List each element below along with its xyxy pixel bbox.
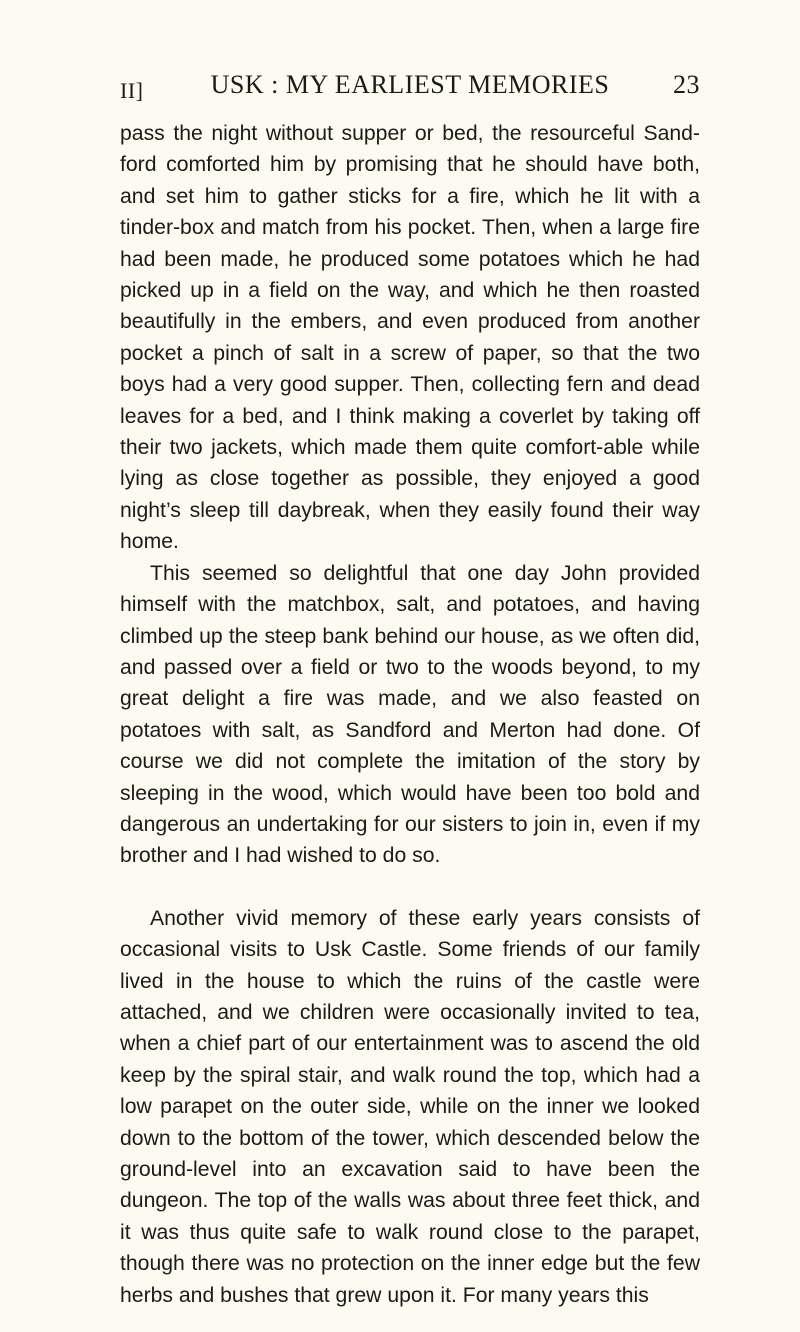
- body-text: [120, 118, 700, 1311]
- chapter-number: II]: [120, 78, 144, 103]
- paragraph-continued: pass the night without supper or bed, the resourceful Sand-ford comforted him by promising that he should have both, and set him to gather sticks for a fire, which he lit with a tinder-box and match from his pocket. Then, when a large fire had been made, he produced some potatoes which he had picked up in a field on the way, and which he then roasted beautifully in the embers, and even produced from another pocket a pinch of salt in a screw of paper, so that the two boys had a very good supper. Then, collecting fern and dead leaves for a bed, and I think making a coverlet by taking off their two jackets, which made them quite comfort-able while lying as close together as possible, they enjoyed a good night’s sleep till daybreak, when they easily found their way home.: [120, 122, 700, 554]
- running-title: USK : MY EARLIEST MEMORIES: [210, 70, 610, 99]
- paragraph-usk-castle: Another vivid memory of these early years consists of occasional visits to Usk Castle. Some friends of our family lived in the house to which the ruins of the castle were attached, and we children were occasionally invited to tea, when a chief part of our entertainment was to ascend the old keep by the spiral stair, and walk round the top, which had a low parapet on the outer side, while on the inner we looked down to the bottom of the tower, which descended below the ground-level into an excavation said to have been the dungeon. The top of the walls was about three feet thick, and it was thus quite safe to walk round close to the parapet, though there was no protection on the inner edge but the few herbs and bushes that grew upon it. For many years this: [120, 906, 700, 1307]
- page-number: 23: [673, 70, 700, 99]
- paragraph-potatoes: This seemed so delightful that one day John provided himself with the matchbox, salt, and potatoes, and having climbed up the steep bank behind our house, as we often did, and passed over a field or two to the woods beyond, to my great delight a fire was made, and we also feasted on potatoes with salt, as Sandford and Merton had done. Of course we did not complete the imitation of the story by sleeping in the wood, which would have been too bold and dangerous an undertaking for our sisters to join in, even if my brother and I had wished to do so.: [120, 561, 700, 868]
- running-head: [120, 70, 700, 110]
